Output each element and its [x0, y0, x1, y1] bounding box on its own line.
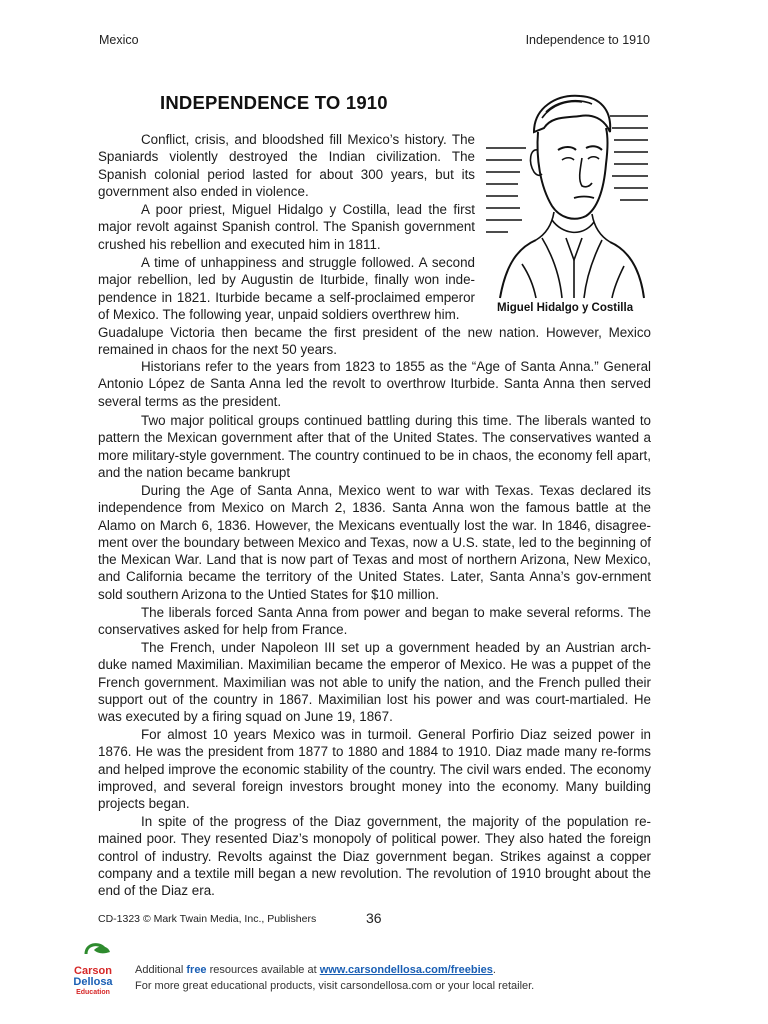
promo-line-2: For more great educational products, visit carsondellosa.com or your local retailer. [135, 980, 535, 992]
logo-word-dellosa: Dellosa [73, 976, 113, 988]
paragraph-4: Historians refer to the years from 1823 to 1855 as the “Age of Santa Anna.” General Antonio López de Santa Anna led the revolt to overthrow Iturbide. Santa Anna then served several terms as the president. [98, 359, 651, 409]
paragraph-8: The French, under Napoleon III set up a government headed by an Austrian arch-duke named Maximilian. Maximilian became the emperor of Mexico. He was a puppet of the French government. Maximilian was not able to unify the nation, and the French pulled their support out of the country in 1867. Maximilian lost his power and was court-martialed. He was executed by a firing squad on June 19, 1867. [98, 640, 651, 725]
promo-end: . [492, 964, 496, 976]
promo-line-1 [135, 962, 534, 978]
page-number: 36 [366, 910, 382, 926]
paragraph-6: During the Age of Santa Anna, Mexico went to war with Texas. Texas declared its independence from Mexico on March 2, 1836. Santa Anna won the famous battle at the Alamo on March 6, 1836. However, the Mexicans eventually lost the war. In 1846, disagree-ment over the boundary between Mexico and Texas, now a U.S. state, led to the beginning of the Mexican War. Land that is now part of Texas and most of northern Arizona, New Mexico, and California became the territory of the United States. Later, Santa Anna’s gov-ernment sold southern Arizona to the Untied States for $10 million. [98, 483, 651, 602]
publisher-credit: CD-1323 © Mark Twain Media, Inc., Publishers [98, 913, 317, 925]
logo-word-carson: Carson [74, 965, 112, 977]
paragraph-10: In spite of the progress of the Diaz government, the majority of the population re-mained poor. They resented Diaz’s monopoly of political power. They also hated the foreign control of industry. Revolts against the Diaz government began. Strikes against a copper company and a textile mill began a new revolution. The revolution of 1910 brought about the end of the Diaz era. [98, 814, 651, 899]
paragraph-5: Two major political groups continued battling during this time. The liberals wanted to pattern the Mexican government after that of the United States. The conservatives wanted a more military-style government. The country continued to be in chaos, the economy fell apart, and the nation became bankrupt [98, 413, 651, 480]
hidalgo-portrait-illustration [482, 88, 652, 300]
running-header-right: Independence to 1910 [525, 33, 650, 47]
promo-free: free [186, 964, 207, 976]
promo-text [135, 962, 534, 994]
paragraph-3-continued: Guadalupe Victoria then became the first president of the new nation. However, Mexico remained in chaos for the next 50 years. [98, 325, 651, 358]
logo-word-education: Education [76, 989, 110, 996]
figure-caption: Miguel Hidalgo y Costilla [497, 302, 634, 314]
paragraph-9: For almost 10 years Mexico was in turmoil. General Porfirio Diaz seized power in 1876. He was the president from 1877 to 1880 and 1884 to 1910. Diaz made many re-forms and helped improve the economic stability of the country. The civil wars ended. The economy improved, and several foreign investors brought money into the economy. Many building projects began. [98, 727, 651, 812]
running-header-left: Mexico [99, 33, 139, 47]
paragraph-2: A poor priest, Miguel Hidalgo y Costilla, lead the first major revolt against Spanish control. The Spanish government crushed his rebellion and executed him in 1811. [98, 202, 475, 252]
paragraph-7: The liberals forced Santa Anna from power and began to make several reforms. The conservatives asked for help from France. [98, 605, 651, 638]
promo-middle: resources available at [206, 964, 320, 976]
paragraph-3: A time of unhappiness and struggle followed. A second major rebellion, led by Augustin de Iturbide, finally won inde-pendence in 1821. Iturbide became a self-proclaimed emperor of Mexico. The following year, unpaid soldiers overthrew him. [98, 255, 475, 322]
carson-dellosa-logo [64, 940, 122, 1000]
paragraph-1: Conflict, crisis, and bloodshed fill Mexico’s history. The Spaniards violently destroyed the Indian civilization. The Spanish colonial period lasted for about 300 years, but its government also ended in violence. [98, 132, 475, 199]
promo-prefix: Additional [135, 964, 187, 976]
page-title: INDEPENDENCE TO 1910 [160, 92, 388, 113]
freebies-link[interactable]: www.carsondellosa.com/freebies [319, 964, 493, 976]
